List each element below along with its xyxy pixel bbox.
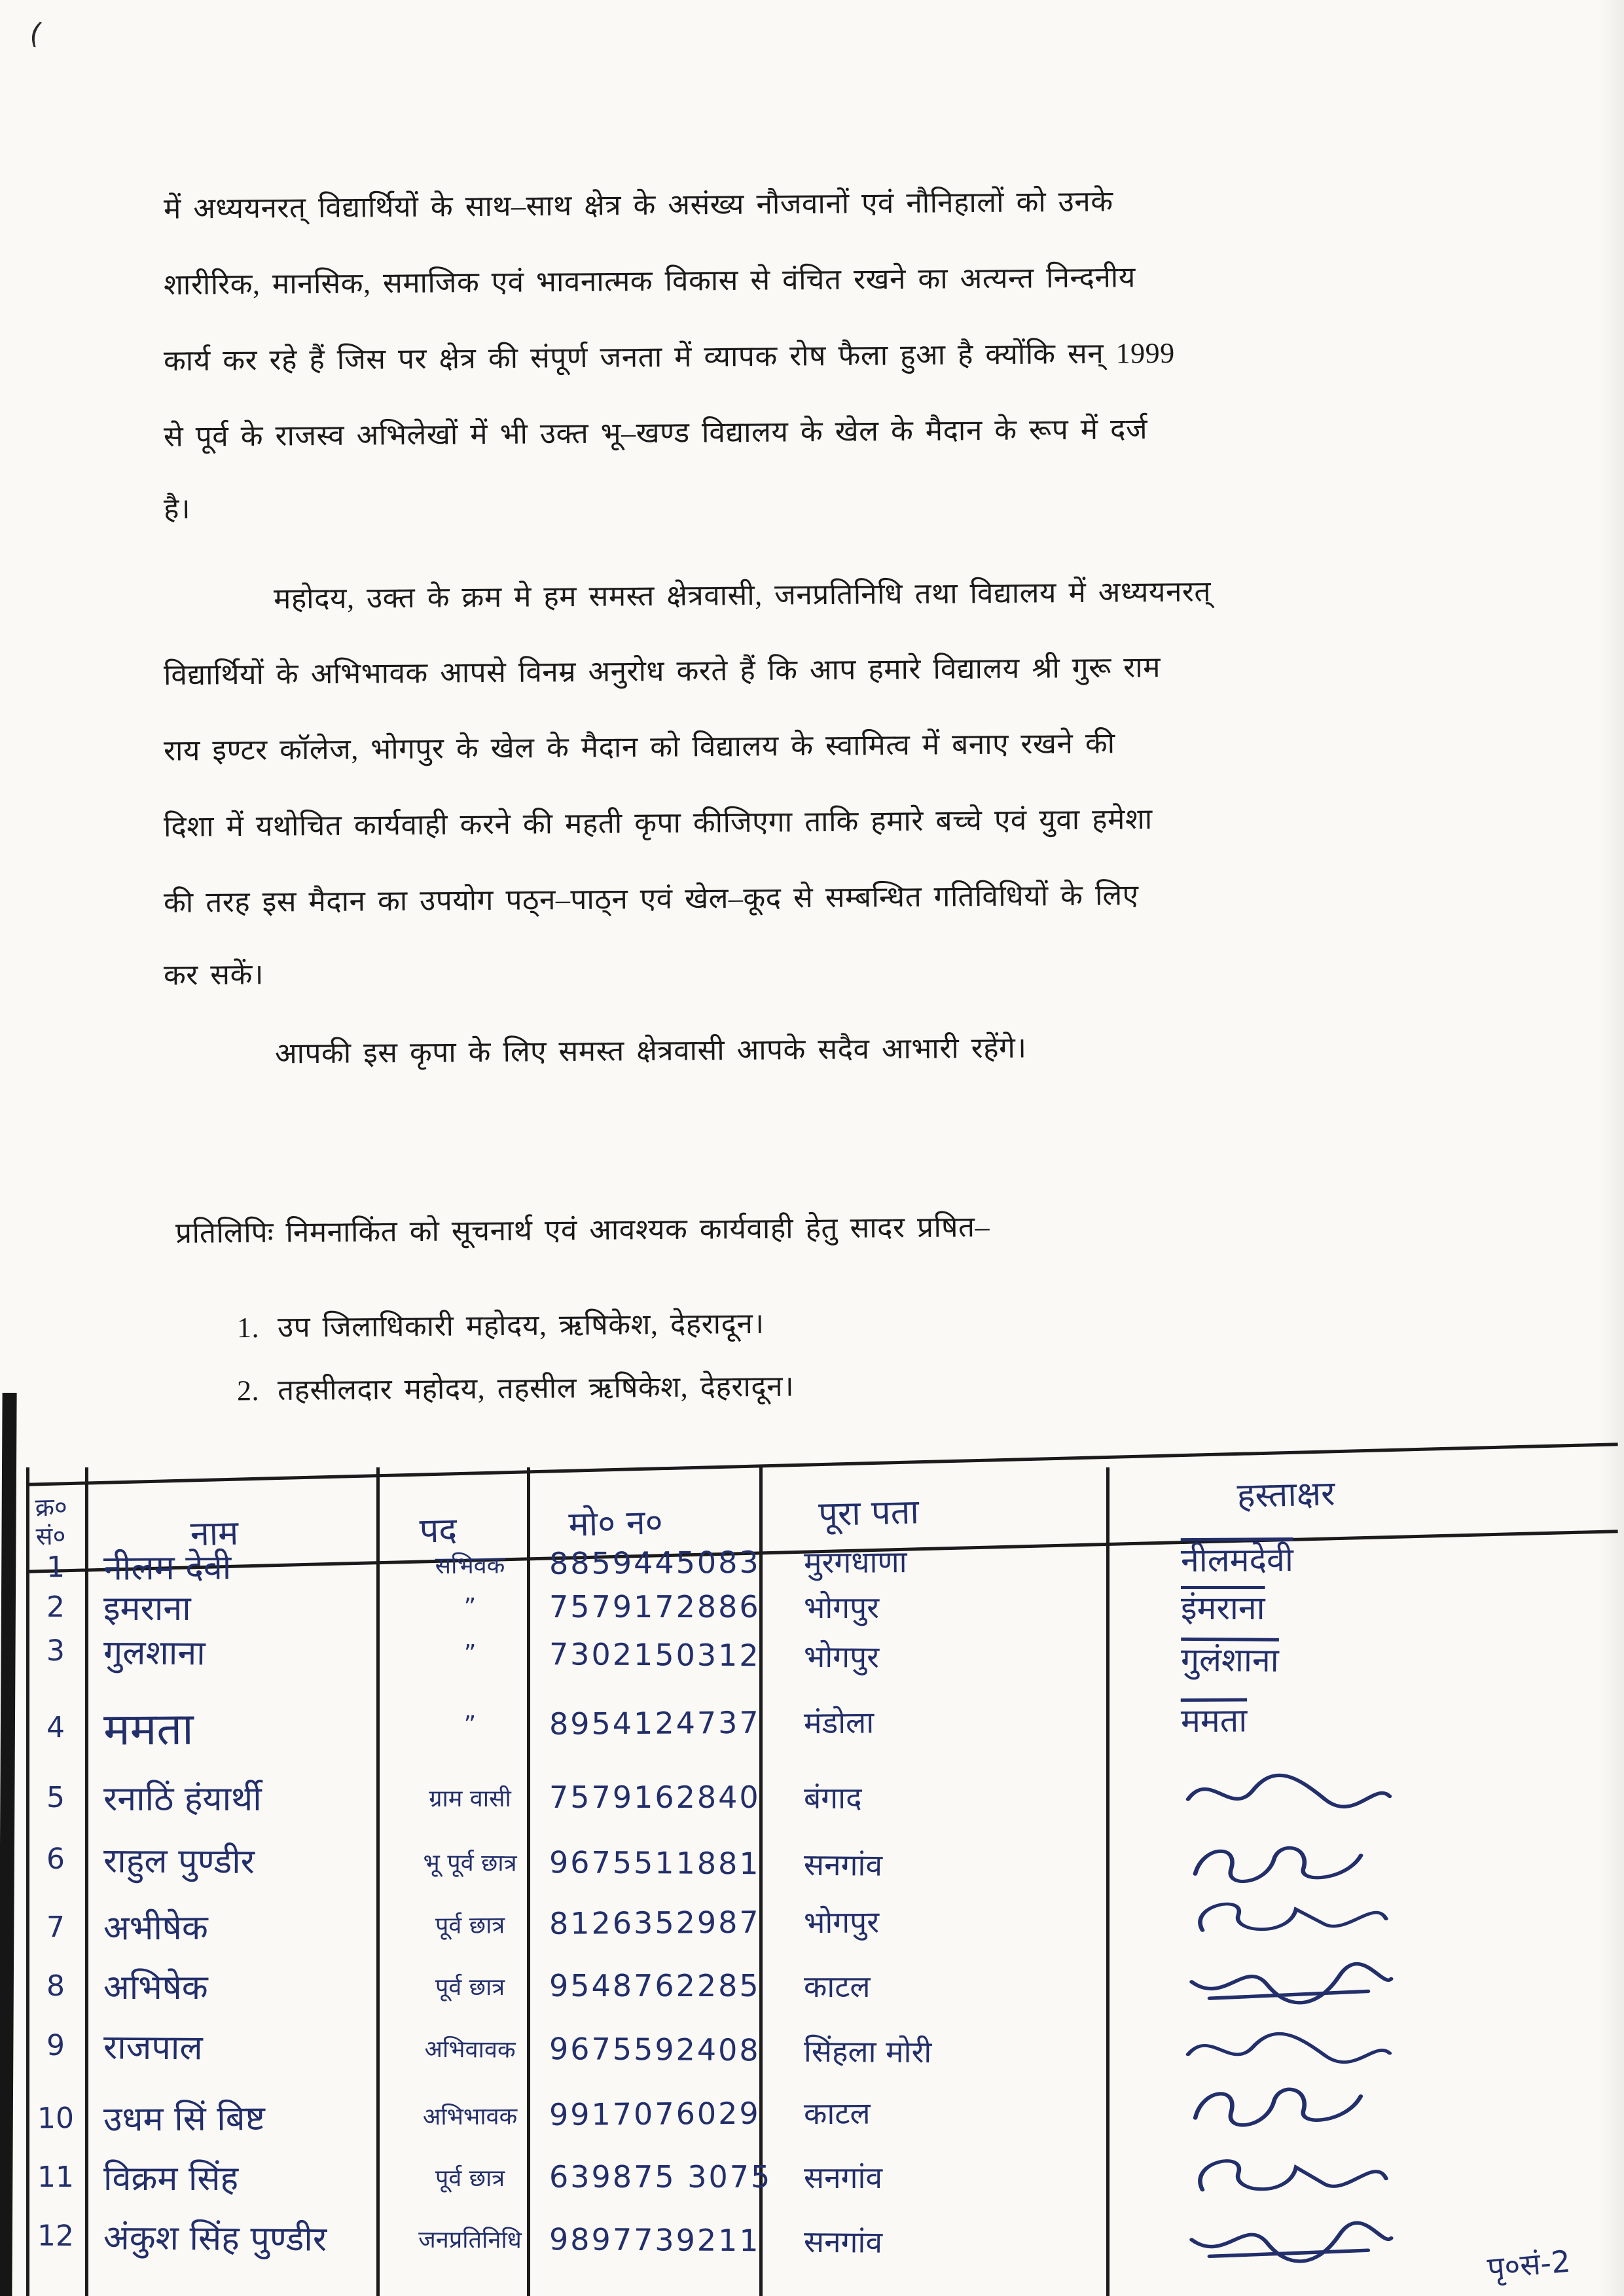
signature-table — [26, 1433, 1618, 2296]
row-mobile: 7579162840 — [549, 1780, 761, 1815]
scan-artifact-mark: ( — [26, 16, 46, 52]
row-address: भोगपुर — [804, 1590, 880, 1625]
row-mobile: 8859445083 — [549, 1544, 761, 1581]
row-name: गुलशाना — [103, 1632, 206, 1673]
copy-item-number: 1. — [236, 1311, 260, 1344]
row-serial: 3 — [46, 1634, 65, 1668]
signature-scribble — [1181, 2145, 1397, 2201]
table-row — [26, 1889, 1619, 1955]
table-row — [26, 1949, 1618, 2022]
row-address: सनगांव — [803, 2223, 883, 2260]
row-address: मंडोला — [803, 1704, 875, 1741]
signature-scribble — [1181, 1952, 1397, 2011]
row-signature: नीलमदेवी — [1180, 1540, 1294, 1580]
row-name: अभिषेक — [103, 1967, 208, 2007]
row-role: जनप्रतिनिधि — [418, 2226, 522, 2254]
table-row — [26, 1533, 1618, 1591]
table-row — [26, 1761, 1618, 1834]
row-name: अंकुश सिंह पुण्डीर — [103, 2217, 327, 2259]
signature-scribble — [1181, 2023, 1398, 2077]
row-signature: गुलंशाना — [1180, 1640, 1279, 1679]
typed-line: है। — [163, 492, 191, 526]
typed-line: दिशा में यथोचित कार्यवाही करने की महती कृपा कीजिएगा ताकि हमारे बच्चे एवं युवा हमेशा — [163, 803, 1153, 843]
typed-line: शारीरिक, मानसिक, समाजिक एवं भावनात्मक विकास से वंचित रखने का अत्यन्त निन्दनीय — [163, 261, 1136, 301]
signature-scribble — [1181, 1835, 1398, 1892]
row-serial: 4 — [46, 1710, 65, 1744]
row-name: अभीषेक — [103, 1908, 208, 1948]
row-mobile: 7579172886 — [549, 1589, 761, 1624]
row-signature: ममता — [1180, 1701, 1248, 1740]
row-name: उधम सिं बिष्ट — [103, 2098, 266, 2140]
row-name: नीलम देवी — [103, 1547, 232, 1588]
row-mobile: 9548762285 — [549, 1968, 761, 2003]
header-name: नाम — [190, 1513, 239, 1554]
header-mobile: मो० न० — [568, 1503, 664, 1545]
copy-intro-line: प्रतिलिपिः निमनाकिंत को सूचनार्थ एवं आवश्यक कार्यवाही हेतु सादर प्रषित– — [175, 1211, 990, 1249]
scanner-edge-strip — [0, 1393, 17, 2296]
header-address: पूरा पता — [818, 1492, 920, 1535]
row-address: भोगपुर — [803, 1638, 880, 1675]
row-mobile: 639875 3075 — [549, 2159, 772, 2195]
table-rows — [26, 1538, 1618, 2275]
typed-line: महोदय, उक्त के क्रम मे हम समस्त क्षेत्रवासी, जनप्रतिनिधि तथा विद्यालय में अध्ययनरत् — [273, 575, 1212, 615]
row-role: पूर्व छात्र — [435, 1911, 505, 1939]
row-mobile: 9897739211 — [549, 2221, 761, 2259]
copy-item-text: उप जिलाधिकारी महोदय, ऋषिकेश, देहरादून। — [277, 1307, 765, 1344]
signature-scribble — [1181, 2075, 1398, 2136]
row-role: भू पूर्व छात्र — [423, 1849, 517, 1877]
table-row — [26, 2147, 1618, 2207]
row-address: बंगाद — [804, 1780, 862, 1816]
copy-item — [237, 1372, 795, 1406]
row-name: विक्रम सिंह — [103, 2159, 239, 2198]
row-name: राहुल पुण्डीर — [103, 1840, 255, 1882]
header-role: पद — [419, 1511, 458, 1551]
row-address: मुरगधाणा — [803, 1544, 907, 1581]
typed-line: में अध्ययनरत् विद्यार्थियों के साथ–साथ क्षेत्र के असंख्य नौजवानों एवं नौनिहालों को उनके — [163, 185, 1113, 225]
row-role: पूर्व छात्र — [435, 1973, 505, 2001]
row-role: ” — [463, 1640, 477, 1667]
header-serial: क्र० सं० — [35, 1492, 68, 1551]
row-name: राजपाल — [103, 2027, 203, 2068]
copy-item — [236, 1307, 765, 1344]
table-row — [26, 2017, 1619, 2085]
row-serial: 12 — [37, 2219, 75, 2253]
row-address: काटल — [803, 2095, 871, 2132]
signature-scribble — [1181, 1888, 1398, 1941]
row-serial: 8 — [46, 1969, 65, 2003]
row-serial: 6 — [46, 1842, 65, 1876]
row-signature: इंमराना — [1181, 1589, 1265, 1627]
typed-line: कर सकें। — [163, 958, 264, 992]
row-serial: 9 — [46, 2028, 65, 2062]
row-mobile: 8126352987 — [549, 1904, 761, 1941]
typed-line: विद्यार्थियों के अभिभावक आपसे विनम्र अनुरोध करते हैं कि आप हमारे विद्यालय श्री गुरू राम — [163, 651, 1161, 691]
row-signature — [1151, 1952, 1624, 2019]
table-row — [26, 1678, 1619, 1767]
row-address: सिंहला मोरी — [803, 2033, 932, 2070]
row-signature — [1151, 1764, 1624, 1831]
row-role: सभिवक — [435, 1551, 505, 1579]
row-serial: 10 — [37, 2101, 75, 2135]
typed-line: की तरह इस मैदान का उपयोग पठ्न–पाठ्न एवं खेल–कूद से सम्बन्धित गतिविधियों के लिए — [163, 879, 1139, 919]
table-row — [26, 1585, 1618, 1628]
row-address: सनगांव — [803, 1846, 883, 1883]
row-signature — [1151, 1886, 1624, 1949]
row-serial: 2 — [46, 1590, 65, 1624]
row-name: रनाठिं हंयार्थी — [103, 1779, 262, 1819]
row-serial: 5 — [46, 1780, 65, 1814]
row-address: भोगपुर — [803, 1904, 880, 1941]
row-role: ” — [463, 1711, 477, 1738]
row-address: काटल — [804, 1969, 871, 2004]
copy-item-text: तहसीलदार महोदय, तहसील ऋषिकेश, देहरादून। — [277, 1370, 795, 1407]
page-number: पृ०सं-2 — [1485, 2243, 1572, 2286]
signature-scribble — [1181, 1764, 1397, 1823]
row-signature — [1151, 2073, 1624, 2144]
row-role: ग्राम वासी — [429, 1785, 511, 1812]
row-role: पूर्व छात्र — [435, 2164, 505, 2192]
row-role: अभिवावक — [424, 2036, 516, 2064]
row-mobile: 8954124737 — [549, 1704, 761, 1742]
row-serial: 1 — [46, 1550, 65, 1584]
typed-line: आपकी इस कृपा के लिए समस्त क्षेत्रवासी आपके सदैव आभारी रहेंगे। — [274, 1031, 1027, 1070]
row-role: अभिभावक — [422, 2102, 518, 2130]
table-row — [26, 2202, 1619, 2281]
row-mobile: 7302150312 — [549, 1636, 761, 1674]
row-mobile: 9675511881 — [549, 1844, 761, 1882]
signature-scribble — [1181, 2210, 1398, 2270]
row-mobile: 9917076029 — [549, 2095, 761, 2132]
typed-line: से पूर्व के राजस्व अभिलेखों में भी उक्त भू–खण्ड विद्यालय के खेल के मैदान के रूप में दर्ज — [163, 413, 1148, 453]
table-row — [26, 2073, 1619, 2153]
row-signature — [1151, 2145, 1624, 2209]
row-serial: 7 — [46, 1910, 65, 1944]
typed-line: राय इण्टर कॉलेज, भोगपुर के खेल के मैदान को विद्यालय के स्वामित्व में बनाए रखने की — [163, 727, 1115, 767]
row-role: ” — [463, 1593, 477, 1621]
typed-line: कार्य कर रहे हैं जिस पर क्षेत्र की संपूर्ण जनता में व्यापक रोष फैला हुआ है क्योंकि सन् 1999 — [163, 336, 1175, 378]
row-name: ममता — [103, 1703, 194, 1756]
copy-item-number: 2. — [236, 1374, 260, 1407]
row-serial: 11 — [37, 2160, 74, 2194]
row-address: सनगांव — [804, 2160, 883, 2195]
row-name: इमराना — [103, 1588, 191, 1628]
header-signature: हस्ताक्षर — [1236, 1474, 1336, 1516]
row-mobile: 9675592408 — [549, 2031, 761, 2068]
